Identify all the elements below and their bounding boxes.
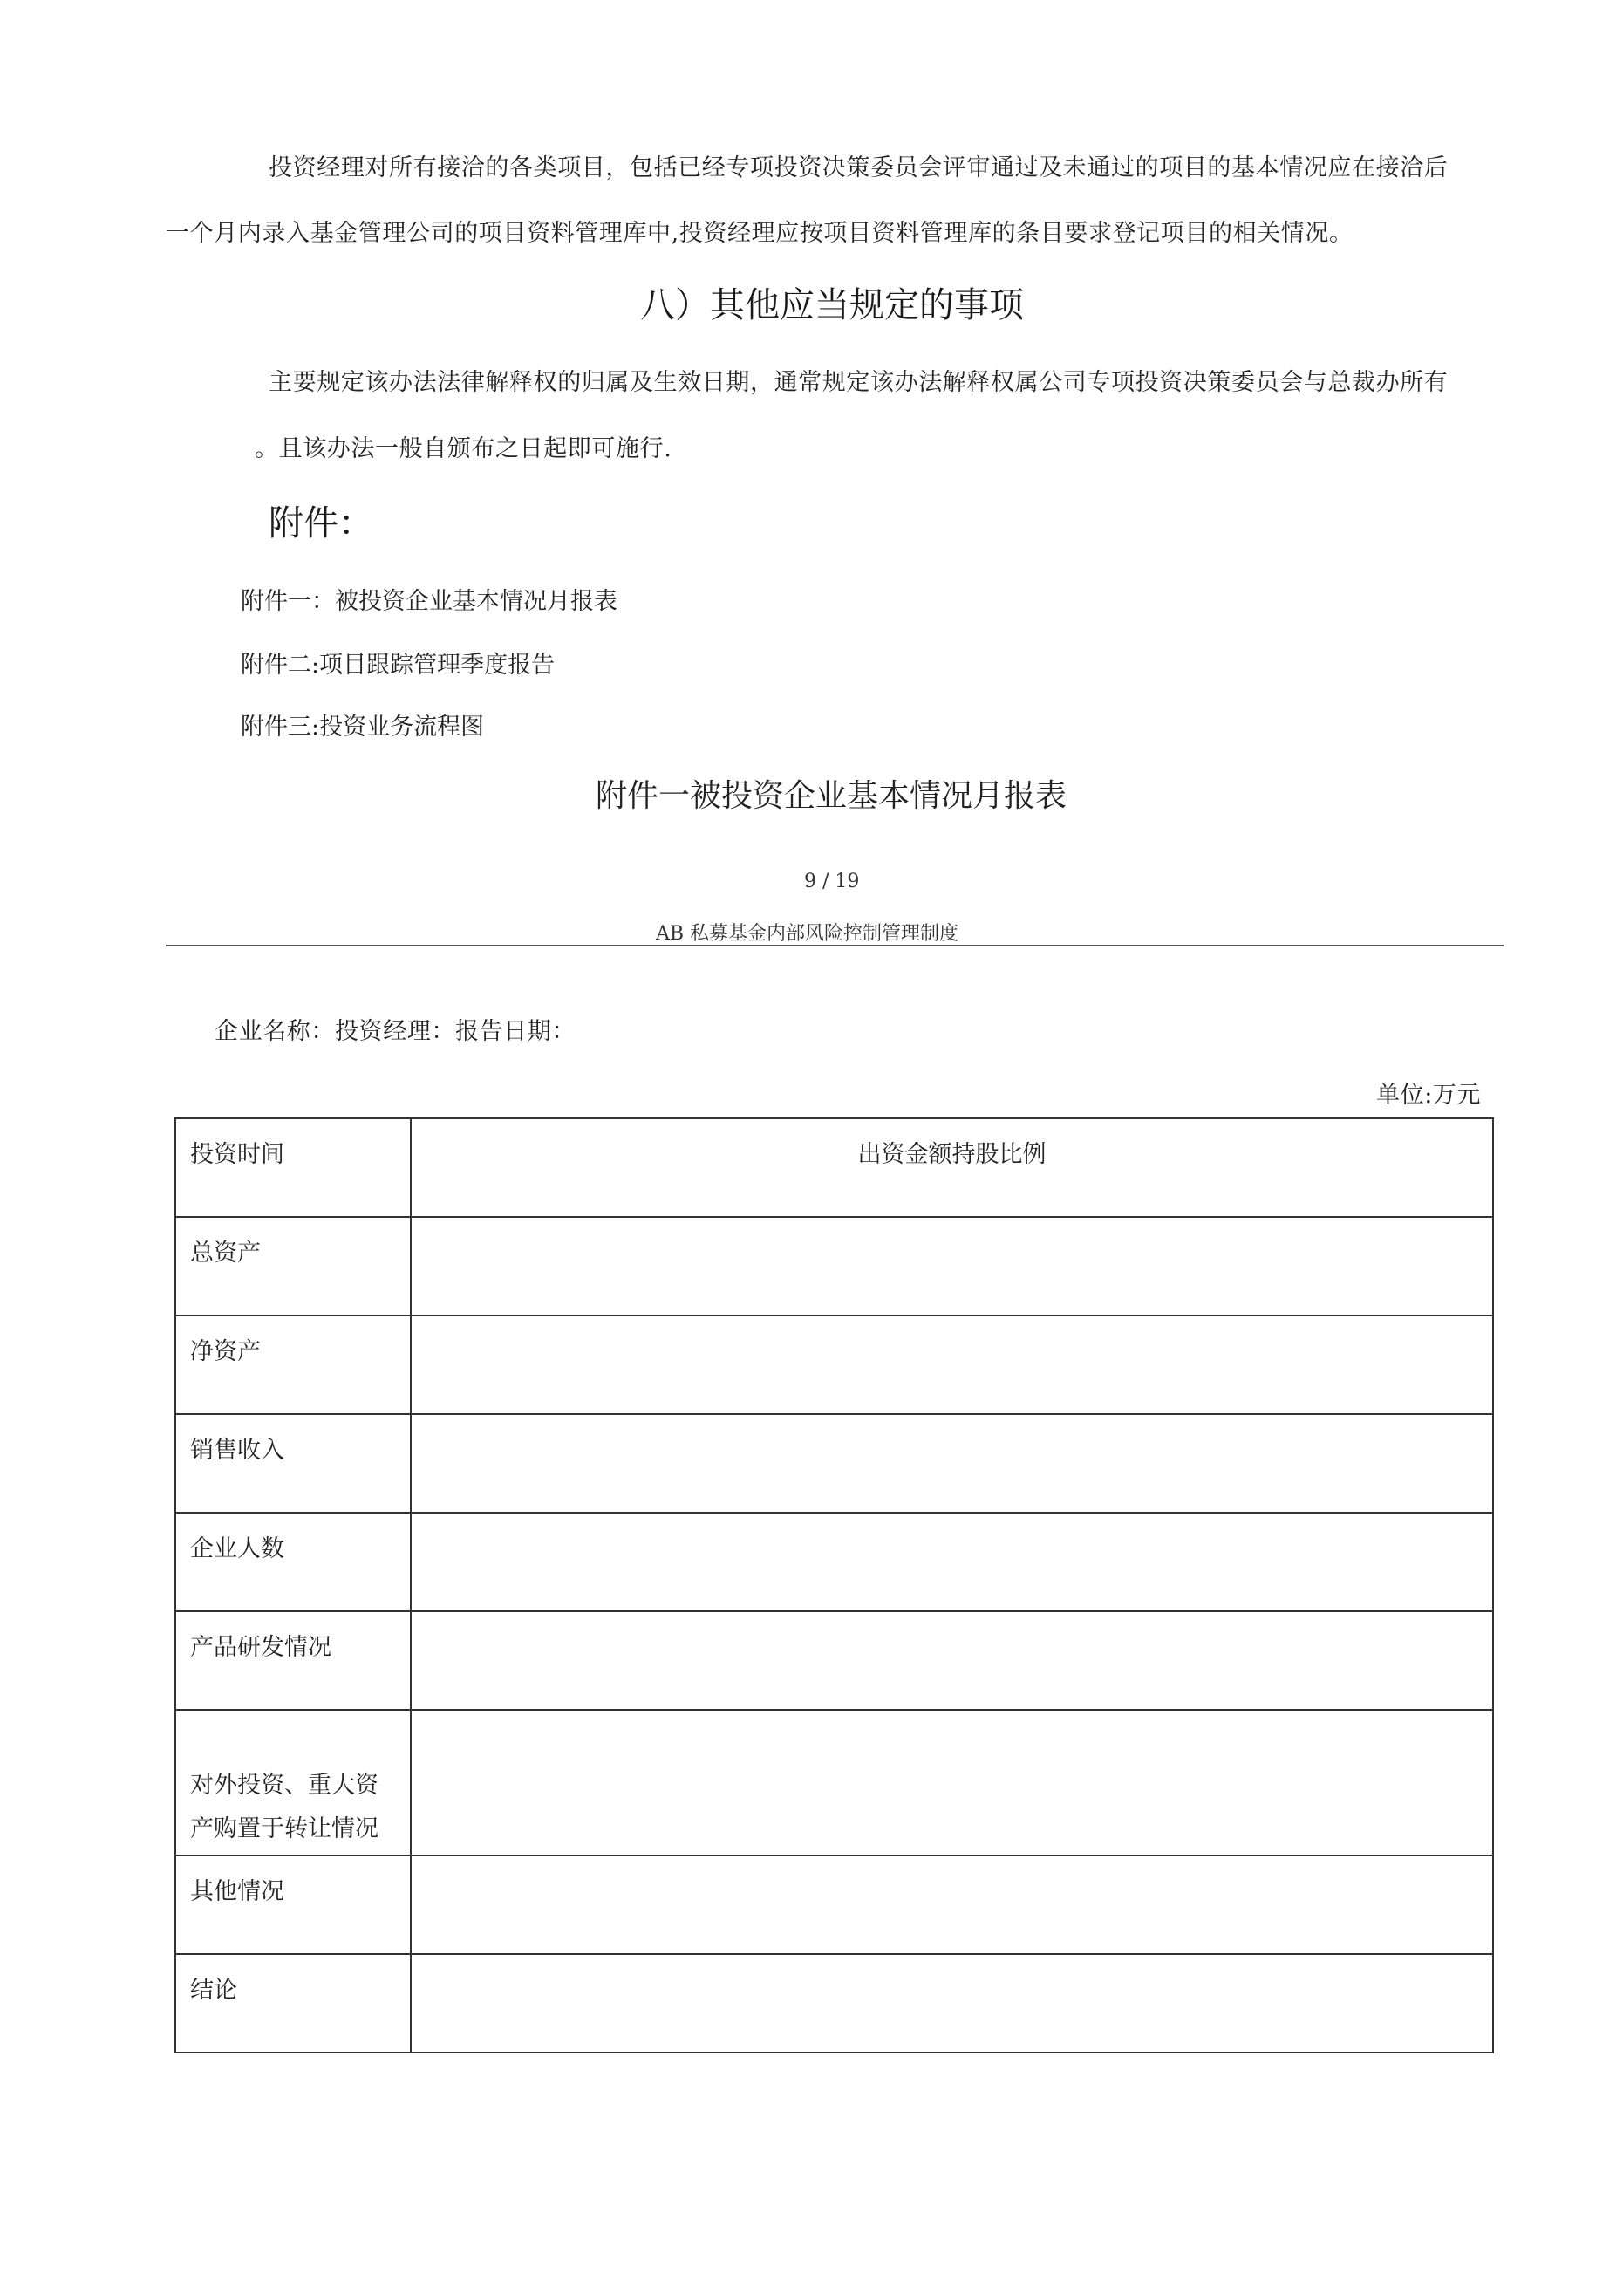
- row-label: 其他情况: [175, 1855, 411, 1954]
- table-row: [175, 1855, 1493, 1954]
- row-label-line: 对外投资、重大资: [190, 1772, 378, 1799]
- paragraph-line: 主要规定该办法法律解释权的归属及生效日期，通常规定该办法解释权属公司专项投资决策委员会与总裁办所有: [269, 369, 1449, 396]
- attachment-item: 附件二:项目跟踪管理季度报告: [241, 652, 556, 679]
- page-number: 9 / 19: [804, 871, 860, 892]
- value-cell: [411, 1513, 1493, 1611]
- row-label-line: 产购置于转让情况: [190, 1815, 378, 1842]
- row-label: [175, 1710, 411, 1855]
- value-cell: [411, 1954, 1493, 2053]
- table-row: [175, 1315, 1493, 1414]
- row-label: 产品研发情况: [175, 1611, 411, 1710]
- attachment-item: 附件三:投资业务流程图: [241, 714, 485, 741]
- table-row: [175, 1954, 1493, 2053]
- row-label: 净资产: [175, 1315, 411, 1414]
- value-cell: [411, 1710, 1493, 1855]
- document-name: AB 私募基金内部风险控制管理制度: [656, 923, 959, 945]
- value-cell: [411, 1611, 1493, 1710]
- section-heading: 八）其他应当规定的事项: [640, 285, 1024, 325]
- table-row: [175, 1118, 1493, 1217]
- paragraph-line: 投资经理对所有接洽的各类项目，包括已经专项投资决策委员会评审通过及未通过的项目的基本情况应在接洽后: [269, 154, 1449, 181]
- attachment-item: 附件一：被投资企业基本情况月报表: [241, 588, 617, 615]
- paragraph-line: 一个月内录入基金管理公司的项目资料管理库中,投资经理应按项目资料管理库的条目要求登记项目的相关情况。: [166, 220, 1354, 247]
- form-header-fields: 企业名称：投资经理：报告日期：: [215, 1018, 576, 1045]
- value-cell: [411, 1217, 1493, 1315]
- value-cell: [411, 1315, 1493, 1414]
- row-label: 总资产: [175, 1217, 411, 1315]
- row-label: 投资时间: [175, 1118, 411, 1217]
- table-row: [175, 1513, 1493, 1611]
- attachments-title: 附件：: [269, 503, 373, 543]
- footer-divider: [166, 945, 1504, 946]
- paragraph-line: 。且该办法一般自颁布之日起即可施行.: [255, 435, 672, 462]
- row-label: 销售收入: [175, 1414, 411, 1513]
- value-cell: [411, 1414, 1493, 1513]
- table-row: [175, 1414, 1493, 1513]
- table-row: [175, 1611, 1493, 1710]
- table-row: [175, 1710, 1493, 1855]
- row-label: 企业人数: [175, 1513, 411, 1611]
- appendix-title: 附件一被投资企业基本情况月报表: [596, 778, 1067, 814]
- unit-label: 单位:万元: [1376, 1082, 1482, 1109]
- row-label: 结论: [175, 1954, 411, 2053]
- column-header: 出资金额持股比例: [411, 1118, 1493, 1217]
- report-table: [174, 1117, 1494, 2053]
- table-row: [175, 1217, 1493, 1315]
- value-cell: [411, 1855, 1493, 1954]
